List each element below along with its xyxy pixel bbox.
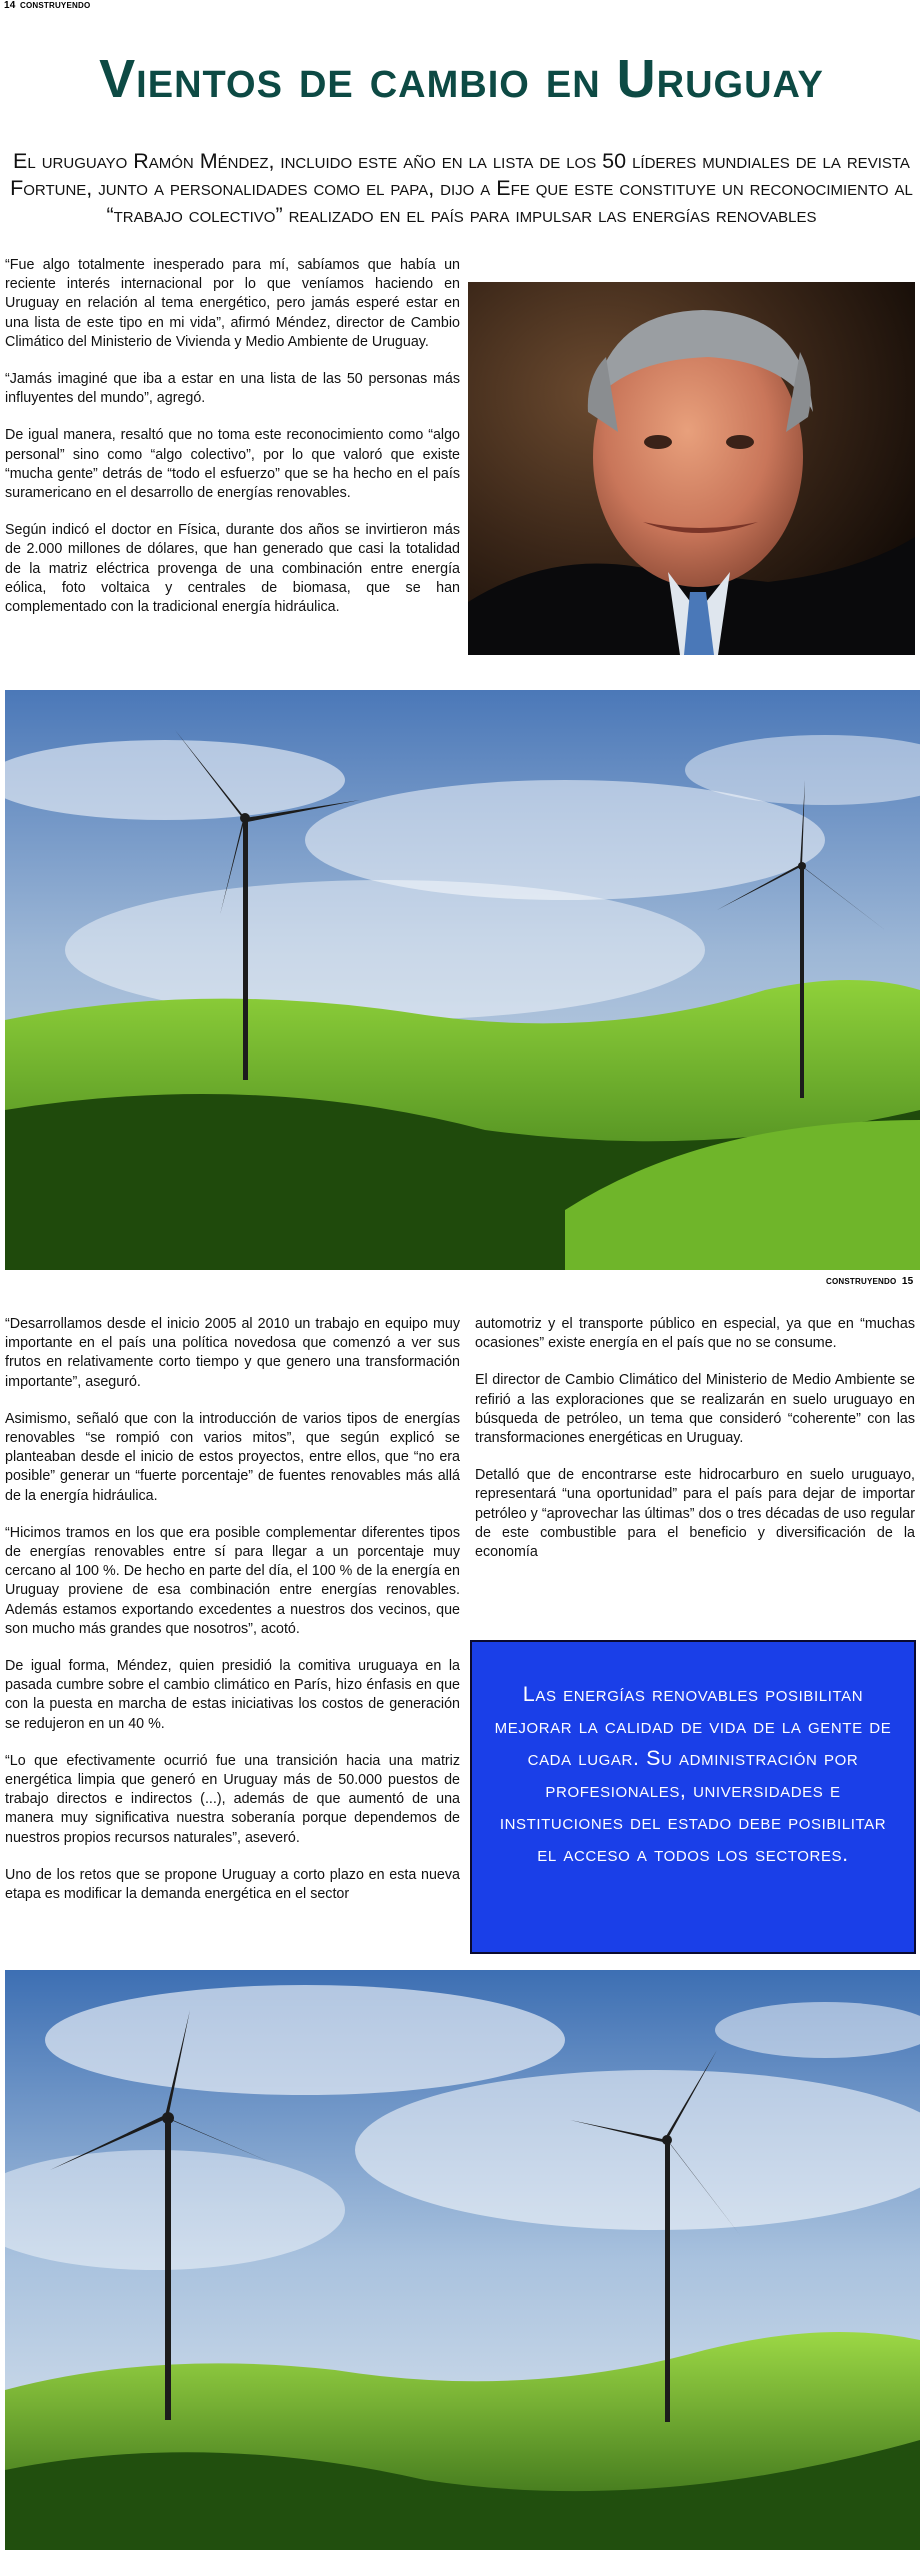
- paragraph: El director de Cambio Climático del Ministerio de Medio Ambiente se refirió a las exploraciones que se realizarán en suelo uruguayo en búsqueda de petróleo, un tema que consideró “coherente” con las transformaciones energéticas en Uruguay.: [475, 1372, 915, 1447]
- article-subtitle: El uruguayo Ramón Méndez, incluido este año en la lista de los 50 líderes mundiales de la revista Fortune, junto a personalidades como el papa, dijo a Efe que este constituye un reconocimiento al “trabajo colectivo” realizado en el país para impulsar las energías renovables: [10, 149, 913, 227]
- wind-landscape-image: [5, 1970, 920, 2550]
- paragraph: Según indicó el doctor en Física, durante dos años se invirtieron más de 2.000 millones de dólares, que han generado que casi la totalidad de la matriz eléctrica provenga de una combinación entre energía eólica, foto voltaica y centrales de biomasa, que se han complementado con la tradicional energía hidráulica.: [5, 522, 460, 616]
- paragraph: “Jamás imaginé que iba a estar en una lista de las 50 personas más influyentes del mundo”, agregó.: [5, 371, 460, 407]
- intro-column: [5, 256, 460, 635]
- wind-turbines-photo: [5, 1970, 920, 2550]
- paragraph: Uno de los retos que se propone Uruguay a corto plazo en esta nueva etapa es modificar la demanda energética en el sector: [5, 1866, 460, 1903]
- paragraph: “Fue algo totalmente inesperado para mí, sabíamos que había un reciente interés internacional por lo que veníamos haciendo en Uruguay en relación al tema energético, pero jamás esperé estar en una lista de este tipo en mi vida”, afirmó Méndez, director de Cambio Climático del Ministerio de Vivienda y Medio Ambiente de Uruguay.: [5, 257, 460, 350]
- paragraph: Asimismo, señaló que con la introducción de varios tipos de energías renovables “se rompió con varios mitos”, que según explicó se planteaban desde el inicio de estos proyectos, entre ellos, que “no era posible” generar un “fuerte porcentaje” de fuentes renovables más allá de la energía hidráulica.: [5, 1410, 460, 1504]
- magazine-name: CONSTRUYENDO: [19, 1, 91, 10]
- portrait-photo: [468, 282, 915, 655]
- wind-turbines-photo: [5, 690, 920, 1270]
- portrait-image: [468, 282, 915, 655]
- body-column-left: [5, 1315, 460, 1922]
- magazine-name: CONSTRUYENDO: [826, 1277, 897, 1286]
- paragraph: “Desarrollamos desde el inicio 2005 al 2010 un trabajo en equipo muy importante en el país una política novedosa que comenzó a ver sus frutos en relativamente corto tiempo y que genero una transformación importante”, aseguró.: [5, 1316, 460, 1390]
- wind-landscape-image: [5, 690, 920, 1270]
- pull-quote-box: Las energías renovables posibilitan mejorar la calidad de vida de la gente de cada lugar. Su administración por profesionales, universidades e instituciones del estado debe posibilitar el acceso a todos los sectores.: [470, 1640, 916, 1954]
- page-number: 14: [4, 0, 16, 11]
- body-column-right: [475, 1315, 915, 1580]
- article-title: Vientos de cambio en Uruguay: [99, 49, 824, 109]
- paragraph: Detalló que de encontrarse este hidrocarburo en suelo uruguayo, representará “una oportunidad” para el país para dejar de importar petróleo y “aprovechar las últimas” dos o tres décadas de uso regular de este combustible para el beneficio y diversificación de la economía: [475, 1467, 915, 1561]
- page-folio-left: [4, 0, 90, 11]
- paragraph: De igual manera, resaltó que no toma este reconocimiento como “algo personal” sino como “algo colectivo”, por lo que valoró que existe “mucha gente” detrás de “todo el esfuerzo” que se ha hecho en el país suramericano en el desarrollo de energías renovables.: [5, 427, 460, 502]
- paragraph: “Lo que efectivamente ocurrió fue una transición hacia una matriz energética limpia que generó en Uruguay más de 50.000 puestos de trabajo directos e indirectos (...), además de que aumentó de una manera muy significativa nuestra soberanía porque dependemos de nuestros propios recursos naturales”, aseveró.: [5, 1752, 460, 1846]
- paragraph: automotriz y el transporte público en especial, ya que en “muchas ocasiones” existe energía en el país que no se consume.: [475, 1316, 915, 1352]
- page-number: 15: [901, 1276, 914, 1287]
- page-folio-right: [826, 1276, 915, 1287]
- paragraph: “Hicimos tramos en los que era posible complementar diferentes tipos de energías renovables entre sí para llegar a un porcentaje muy cercano al 100 %. De hecho en parte del día, el 100 % de la energía en Uruguay proviene de esa combinación entre energías renovables. Además estamos exportando excedentes a nuestros dos vecinos, que son mucho más grandes que nosotros”, acotó.: [5, 1524, 460, 1637]
- paragraph: De igual forma, Méndez, quien presidió la comitiva uruguaya en la pasada cumbre sobre el cambio climático en París, hizo énfasis en que con la puesta en marcha de estas iniciativas los costos de generación se redujeron en un 40 %.: [5, 1658, 460, 1732]
